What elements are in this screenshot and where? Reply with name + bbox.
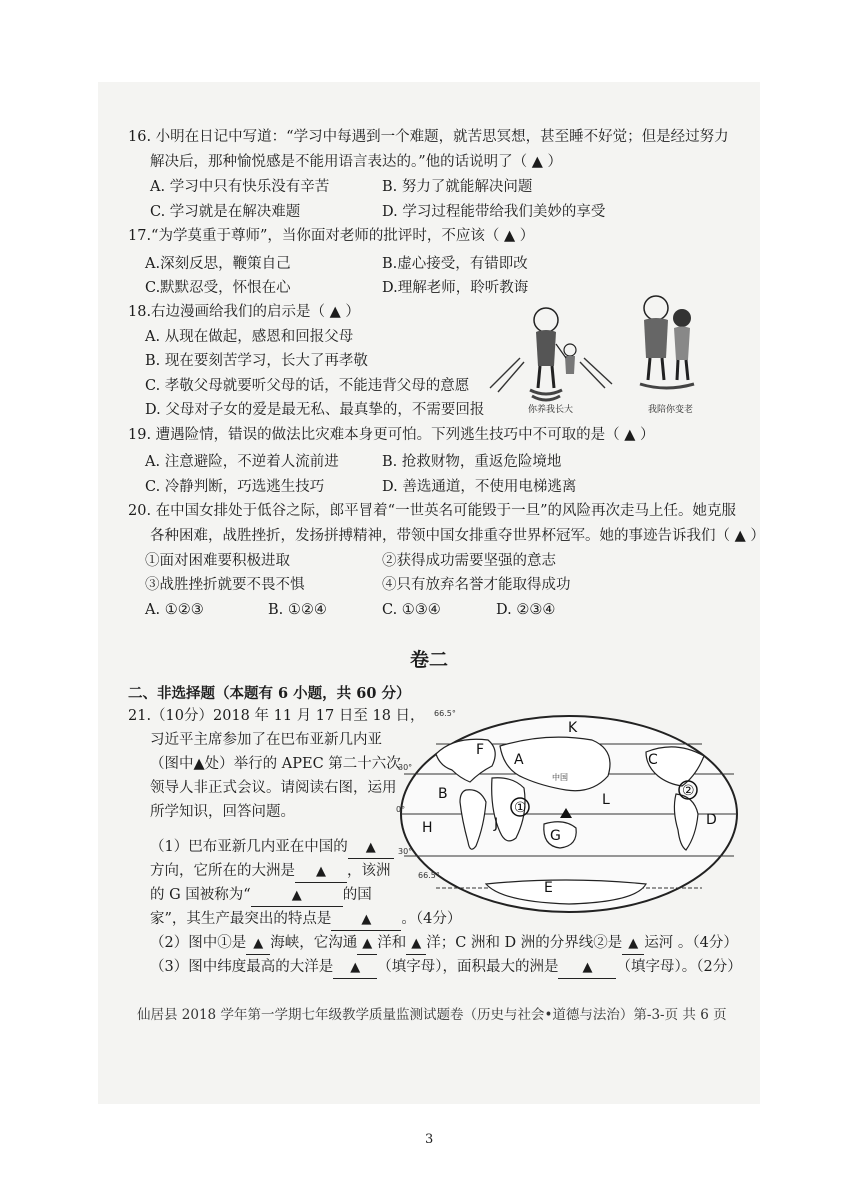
lat-66-5-south: 66.5° <box>418 871 440 880</box>
q21-p2-text-e: 运河 。（4分） <box>644 935 738 951</box>
page-footer: 仙居县 2018 学年第一学期七年级教学质量监测试题卷（历史与社会•道德与法治）第-3-页 共 6 页 <box>137 1007 727 1023</box>
answer-marker: ▲ <box>628 936 639 951</box>
q16-option-c: C. 学习就是在解决难题 <box>150 204 301 220</box>
q21-p1-text-a: （1）巴布亚新几内亚在中国的 <box>150 839 348 855</box>
q18-option-b: B. 现在要刻苦学习，长大了再孝敬 <box>145 353 368 369</box>
label-C: C <box>648 752 658 768</box>
q16-option-d: D. 学习过程能带给我们美妙的享受 <box>382 204 606 220</box>
answer-marker: ▲ <box>253 936 264 951</box>
q20-statement-3: ③战胜挫折就要不畏不惧 <box>145 577 305 593</box>
q21-p2-text-d: 洋；C 洲和 D 洲的分界线②是 <box>426 935 623 951</box>
q21-p3-text-a: （3）图中纬度最高的大洋是 <box>150 959 334 975</box>
answer-marker: ▲ <box>582 960 593 975</box>
q18-option-c: C. 孝敬父母就要听父母的话，不能违背父母的意愿 <box>145 378 470 394</box>
answer-marker: ▲ <box>316 864 326 879</box>
label-D: D <box>706 812 717 828</box>
page-number: 3 <box>425 1132 434 1147</box>
part2-heading: 二、非选择题（本题有 6 小题，共 60 分） <box>128 685 411 702</box>
comic-right-panel <box>640 296 694 415</box>
q20-option-d: D. ②③④ <box>496 602 556 618</box>
q20-stem-line1: 20. 在中国女排处于低谷之际，郎平冒着“一世英名可能毁于一旦”的风险再次走马上任。她克服 <box>128 503 736 519</box>
q17-option-b: B.虚心接受，有错即改 <box>382 256 528 272</box>
q21-p3-text-c: （填字母）。（2分） <box>616 959 742 975</box>
q17-option-d: D.理解老师，聆听教诲 <box>382 280 529 296</box>
q19-stem: 19. 遭遇险情，错误的做法比灾难本身更可怕。下列逃生技巧中不可取的是（ ▲ ） <box>128 427 655 443</box>
q21-part1-line3 <box>150 885 372 907</box>
q18-option-d: D. 父母对子女的爱是最无私、最真挚的，不需要回报 <box>145 402 485 418</box>
answer-blank-ocean1[interactable] <box>357 933 377 955</box>
q19-option-b: B. 抢救财物，重返危险境地 <box>382 454 562 470</box>
comic-caption-left: 你养我长大 <box>528 405 574 415</box>
marker-2-label: ② <box>682 783 695 799</box>
label-B: B <box>438 786 448 802</box>
q21-part1-line1 <box>150 837 394 859</box>
answer-blank-continent[interactable] <box>295 861 347 883</box>
q20-statement-1: ①面对困难要积极进取 <box>145 553 290 569</box>
q21-p1-text-g: 。（4分） <box>401 911 462 927</box>
lat-66-5-north: 66.5° <box>434 709 456 718</box>
q21-p1-text-f: 家”，其生产最突出的特点是 <box>150 911 332 927</box>
q21-p2-text-a: （2）图中①是 <box>150 935 247 951</box>
comic-illustration <box>480 288 720 418</box>
q21-intro-line1: 21.（10分）2018 年 11 月 17 日至 18 日， <box>128 708 425 724</box>
q20-statement-2: ②获得成功需要坚强的意志 <box>382 553 556 569</box>
q17-option-c: C.默默忍受，怀恨在心 <box>145 280 291 296</box>
answer-blank-direction[interactable] <box>348 837 394 859</box>
q21-p1-text-e: 的国 <box>342 887 372 903</box>
label-F: F <box>476 742 485 758</box>
answer-blank-canal[interactable] <box>622 933 644 955</box>
label-H: H <box>422 820 433 836</box>
q20-stem-line2: 各种困难，战胜挫折，发扬拼搏精神，带领中国女排重夺世界杯冠军。她的事迹告诉我们（ ▲ ） <box>150 528 765 544</box>
comic-caption-right: 我陪你变老 <box>648 405 694 415</box>
answer-marker: ▲ <box>291 888 302 903</box>
q19-option-a: A. 注意避险，不逆着人流前进 <box>145 454 339 470</box>
answer-blank-largest-continent[interactable] <box>558 957 616 979</box>
label-G: G <box>550 828 561 844</box>
q18-stem: 18.右边漫画给我们的启示是（ ▲ ） <box>128 304 360 320</box>
answer-blank-ocean2[interactable] <box>406 933 426 955</box>
world-map <box>396 706 742 916</box>
q21-p1-text-d: 的 G 国被称为“ <box>150 887 251 903</box>
marker-1-label: ① <box>514 800 527 816</box>
label-china: 中国 <box>552 773 568 782</box>
answer-blank-country-title[interactable] <box>251 885 343 907</box>
comic-left-panel <box>490 308 612 415</box>
q19-option-c: C. 冷静判断，巧选逃生技巧 <box>145 479 325 495</box>
lat-equator: 0° <box>396 805 406 814</box>
q20-option-b: B. ①②④ <box>268 602 327 618</box>
q16-stem-line1: 16. 小明在日记中写道：“学习中每遇到一个难题，就苦思冥想，甚至睡不好觉；但是经过努力 <box>128 129 729 145</box>
q21-part2-line <box>150 933 738 955</box>
q21-intro-line5: 所学知识，回答问题。 <box>150 804 295 820</box>
answer-blank-ocean-highest[interactable] <box>333 957 377 979</box>
q21-p1-text-b: 方向，它所在的大洲是 <box>150 863 295 879</box>
q19-option-d: D. 善选通道，不使用电梯逃离 <box>382 479 577 495</box>
q21-part3-line <box>150 957 742 979</box>
label-K: K <box>568 720 578 736</box>
q21-p1-text-c: ，该洲 <box>347 863 391 879</box>
q16-option-b: B. 努力了就能解决问题 <box>382 179 533 195</box>
answer-marker: ▲ <box>350 960 361 975</box>
q18-option-a: A. 从现在做起，感恩和回报父母 <box>145 329 354 345</box>
q21-intro-line4: 领导人非正式会议。请阅读右图，运用 <box>150 780 397 796</box>
q16-stem-line2: 解决后，那种愉悦感是不能用语言表达的。”他的话说明了（ ▲ ） <box>150 154 563 170</box>
q21-intro-line2: 习近平主席参加了在巴布亚新几内亚 <box>150 732 382 748</box>
answer-marker: ▲ <box>361 912 372 927</box>
q21-part1-line2 <box>150 861 391 883</box>
answer-marker: ▲ <box>365 840 376 855</box>
q21-p3-text-b: （填字母），面积最大的洲是 <box>377 959 559 975</box>
lat-30-south: 30° <box>398 847 413 856</box>
label-L: L <box>602 792 610 808</box>
answer-marker: ▲ <box>362 936 373 951</box>
q21-intro-line3: （图中▲处）举行的 APEC 第二十六次 <box>150 756 401 772</box>
part2-title: 卷二 <box>410 649 449 671</box>
answer-marker: ▲ <box>411 936 422 951</box>
q20-option-a: A. ①②③ <box>145 602 204 618</box>
q20-statement-4: ④只有放弃名誉才能取得成功 <box>382 577 571 593</box>
q16-option-a: A. 学习中只有快乐没有辛苦 <box>150 179 330 195</box>
label-A: A <box>514 752 524 768</box>
q21-p2-text-b: 海峡，它沟通 <box>270 935 358 951</box>
answer-blank-feature[interactable] <box>331 909 401 931</box>
q21-p2-text-c: 洋和 <box>377 935 407 951</box>
answer-blank-strait[interactable] <box>246 933 270 955</box>
label-E: E <box>544 880 553 896</box>
q20-option-c: C. ①③④ <box>382 602 441 618</box>
q17-option-a: A.深刻反思，鞭策自己 <box>145 256 291 272</box>
q17-stem: 17.“为学莫重于尊师”，当你面对老师的批评时，不应该（ ▲ ） <box>128 228 535 244</box>
label-J: J <box>494 816 499 832</box>
lat-30-north: 30° <box>398 763 413 772</box>
